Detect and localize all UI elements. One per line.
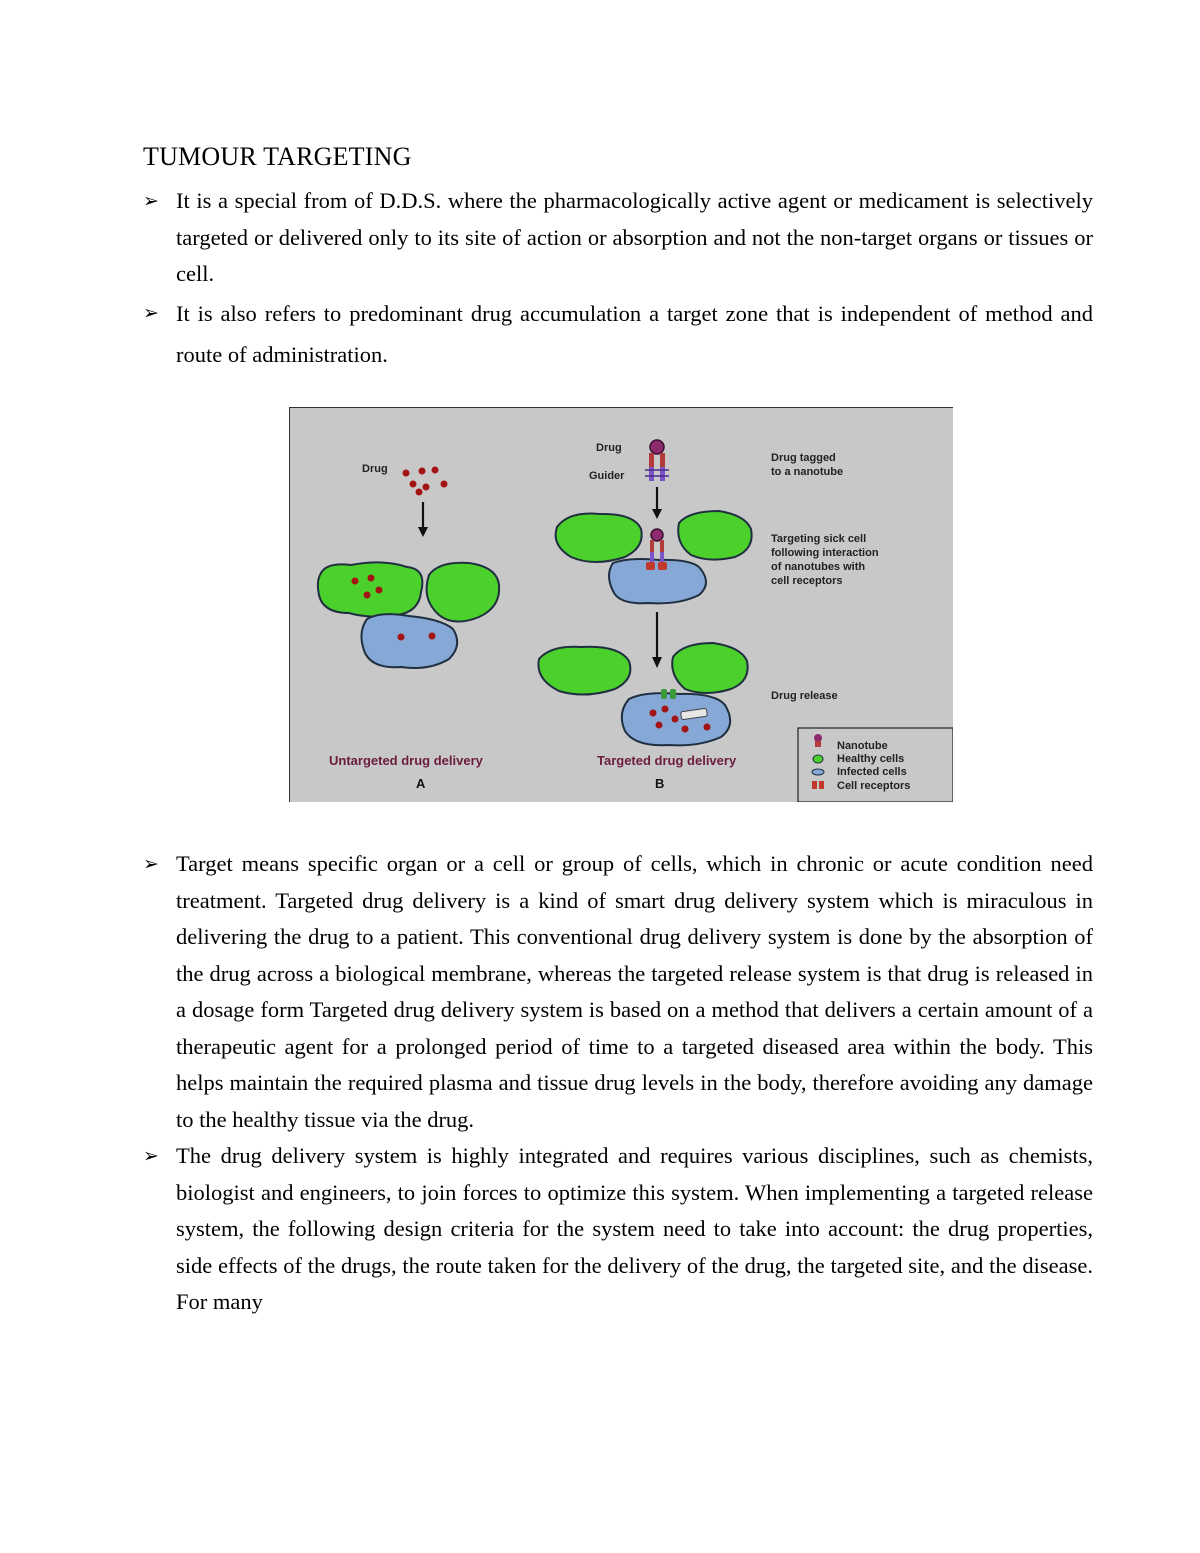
panel-a-caption: Untargeted drug delivery: [329, 753, 483, 768]
arrow-bullet-icon: ➢: [143, 1145, 159, 1167]
annotation-targeting-1: Targeting sick cell: [771, 533, 867, 545]
legend-infected: Infected cells: [837, 766, 907, 778]
panel-a-infected-cell: [361, 614, 457, 668]
panel-b-drug-label: Drug: [596, 442, 622, 454]
panel-b-infected-cell-1: [609, 559, 706, 603]
panel-b-healthy-cell-right-1: [678, 511, 751, 560]
annotation-tagged-1: Drug tagged: [771, 452, 836, 464]
intro-bullet-2: [143, 293, 1093, 375]
intro-bullet-list: [143, 183, 1093, 375]
panel-b-healthy-cell-left-2: [538, 647, 630, 695]
legend-nanotube: Nanotube: [837, 740, 888, 752]
panel-b-healthy-cell-right-2: [672, 643, 747, 693]
body-bullet-text: Target means specific organ or a cell or group of cells, which in chronic or acute condition need treatment. Targeted drug delivery is a kind of smart drug delivery system which is miraculous in delivering the drug to a patient. This conventional drug delivery system is done by the absorption of the drug across a biological membrane, whereas the targeted release system is that drug is released in a dosage form Targeted drug delivery system is based on a method that delivers a certain amount of a therapeutic agent for a prolonged period of time to a targeted diseased area within the body. This helps maintain the required plasma and tissue drug levels in the body, therefore avoiding any damage to the healthy tissue via the drug.: [176, 851, 1093, 1132]
intro-bullet-text: It is also refers to predominant drug accumulation a target zone that is independent of method and route of administration.: [176, 300, 1093, 367]
body-bullet-1: [143, 846, 1093, 1138]
legend-healthy: Healthy cells: [837, 753, 905, 765]
body-bullet-2: [143, 1138, 1093, 1321]
drug-delivery-diagram: [289, 407, 953, 802]
panel-b-guider-label: Guider: [589, 470, 625, 482]
drug-delivery-figure: [289, 407, 953, 802]
page-title: TUMOUR TARGETING: [143, 142, 412, 171]
panel-b-healthy-cell-left-1: [556, 514, 642, 562]
annotation-targeting-2: following interaction: [771, 547, 879, 559]
intro-bullet-text: It is a special from of D.D.S. where the pharmacologically active agent or medicament is selectively targeted or delivered only to its site of action or absorption and not the non-target organs or tissues or cell.: [176, 188, 1093, 286]
panel-a-drug-label: Drug: [362, 463, 388, 475]
legend-receptors: Cell receptors: [837, 780, 911, 792]
body-bullet-text: The drug delivery system is highly integrated and requires various disciplines, such as chemists, biologist and engineers, to join forces to optimize this system. When implementing a targeted release system, the following design criteria for the system need to take into account: the drug properties, side effects of the drugs, the route taken for the delivery of the drug, the targeted site, and the disease. For many: [176, 1143, 1093, 1314]
intro-bullet-1: [143, 183, 1093, 293]
arrow-bullet-icon: ➢: [143, 853, 159, 875]
annotation-targeting-4: cell receptors: [771, 575, 843, 587]
annotation-tagged-2: to a nanotube: [771, 466, 844, 478]
arrow-bullet-icon: ➢: [143, 301, 159, 324]
body-bullet-list: [143, 846, 1093, 1321]
annotation-release: Drug release: [771, 690, 838, 702]
panel-b-caption: Targeted drug delivery: [597, 753, 737, 768]
arrow-bullet-icon: ➢: [143, 190, 159, 212]
panel-a-healthy-cell-left: [318, 562, 423, 616]
figure-legend: [798, 728, 953, 802]
panel-a-letter: A: [416, 776, 426, 791]
panel-b-letter: B: [655, 776, 665, 791]
annotation-targeting-3: of nanotubes with: [771, 561, 866, 573]
